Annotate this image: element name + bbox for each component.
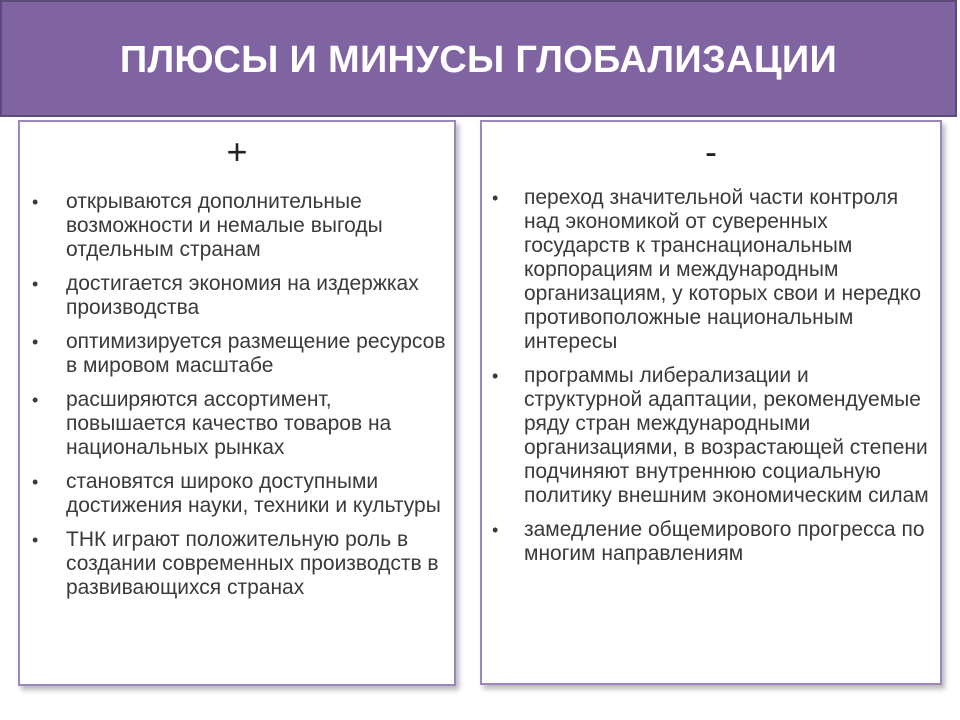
list-item: [492, 186, 932, 354]
pros-panel: [18, 120, 456, 686]
pros-item-text: оптимизируется размещение ресурсов в мировом масштабе: [66, 330, 446, 377]
bullet-icon: •: [32, 332, 39, 352]
list-item: [32, 528, 448, 600]
cons-item-text: переход значительной части контроля над экономикой от суверенных государств к транснациональным корпорациям и международным организациям, у которых свои и нередко противоположные национальным интересы: [524, 186, 922, 353]
cons-sign: -: [705, 131, 717, 172]
list-item: [492, 518, 932, 566]
bullet-icon: •: [492, 366, 499, 386]
list-item: [32, 470, 448, 518]
pros-item-text: открываются дополнительные возможности и немалые выгоды отдельным странам: [66, 190, 383, 261]
pros-item-text: становятся широко доступными достижения науки, техники и культуры: [66, 470, 441, 517]
list-item: [32, 330, 448, 378]
bullet-icon: •: [492, 188, 499, 208]
bullet-icon: •: [32, 530, 39, 550]
pros-item-text: достигается экономия на издержках производства: [66, 272, 419, 319]
bullet-icon: •: [492, 520, 499, 540]
bullet-icon: •: [32, 274, 39, 294]
list-item: [492, 364, 932, 508]
pros-item-text: расширяются ассортимент, повышается качество товаров на национальных рынках: [66, 388, 392, 459]
slide-title: ПЛЮСЫ И МИНУСЫ ГЛОБАЛИЗАЦИИ: [119, 39, 838, 81]
pros-sign: +: [226, 131, 248, 172]
title-bar: [0, 0, 957, 117]
cons-item-text: замедление общемирового прогресса по многим направлениям: [524, 518, 925, 565]
pros-list: [20, 190, 454, 600]
list-item: [32, 388, 448, 460]
list-item: [32, 190, 448, 262]
bullet-icon: •: [32, 192, 39, 212]
cons-item-text: программы либерализации и структурной адаптации, рекомендуемые ряду стран международными организациями, в возрастающей степени подчиняют внутреннюю социальную политику внешним экономическим силам: [524, 364, 929, 507]
pros-item-text: ТНК играют положительную роль в создании современных производств в развивающихся странах: [66, 528, 439, 599]
list-item: [32, 272, 448, 320]
cons-panel: [480, 120, 942, 685]
cons-list: [482, 186, 940, 566]
bullet-icon: •: [32, 390, 39, 410]
bullet-icon: •: [32, 472, 39, 492]
